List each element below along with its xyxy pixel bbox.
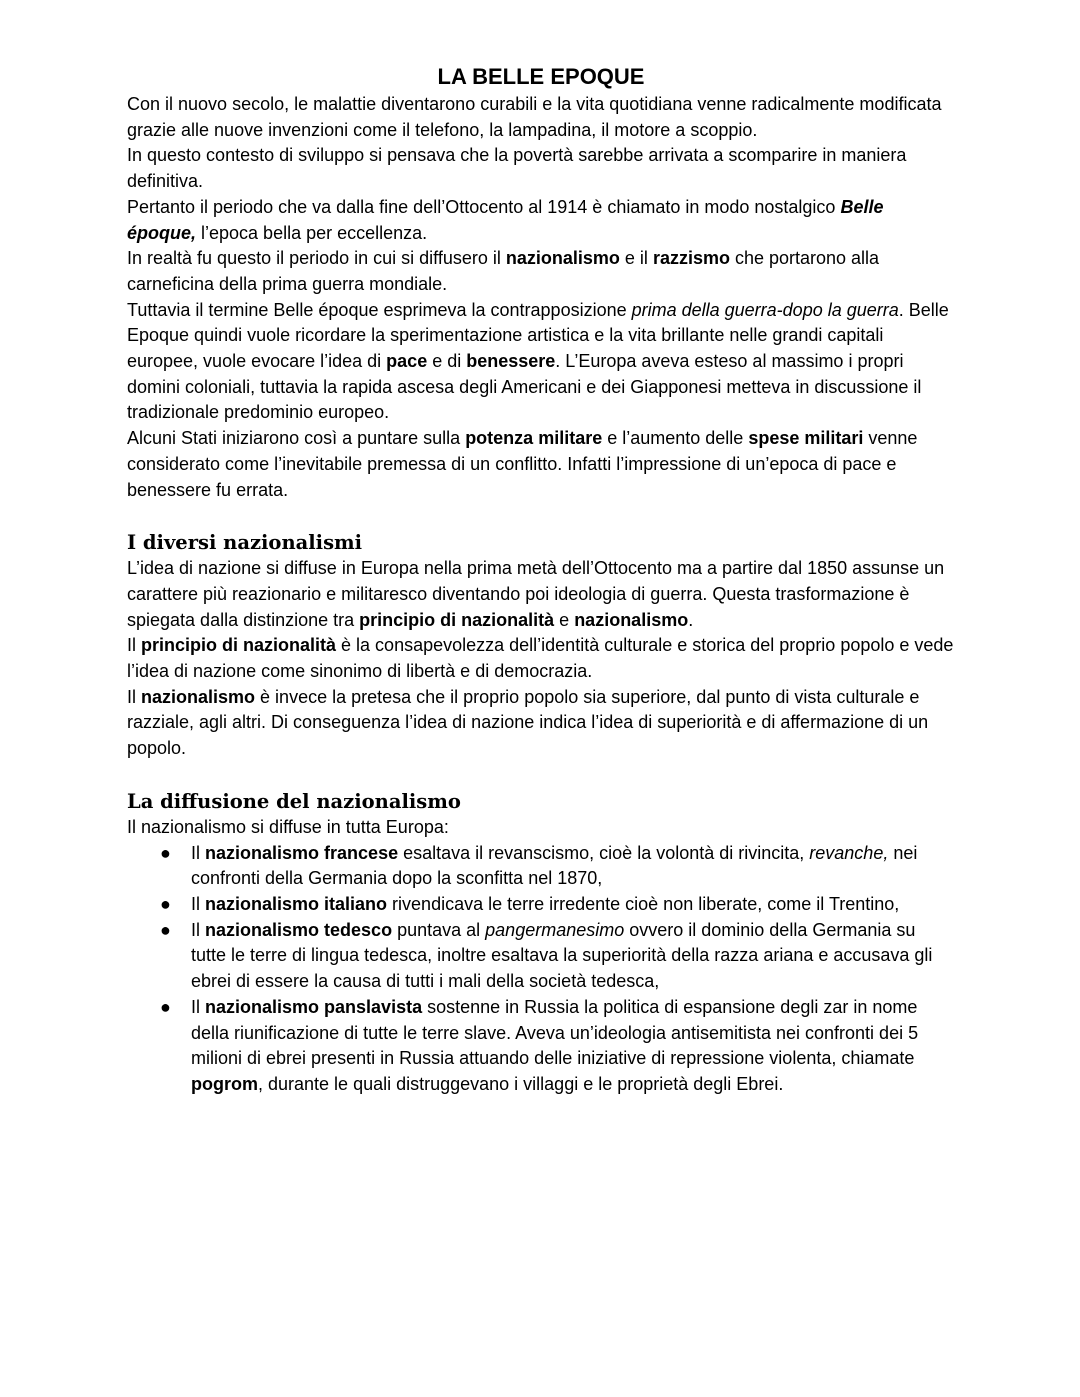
bullet-icon: ● xyxy=(160,919,171,940)
section-heading-diversi-nazionalismi: I diversi nazionalismi xyxy=(127,531,363,555)
bullet-icon: ● xyxy=(160,996,171,1017)
section2-intro: Il nazionalismo si diffuse in tutta Europa: xyxy=(127,816,449,837)
section-heading-diffusione-nazionalismo: La diffusione del nazionalismo xyxy=(127,789,461,813)
intro-paragraph: Con il nuovo secolo, le malattie diventarono curabili e la vita quotidiana venne radicalmente modificata grazie alle nuove invenzioni come il telefono, la lampadina, il motore a scoppio. xyxy=(127,94,942,140)
bullet-icon: ● xyxy=(160,842,171,863)
list-item xyxy=(127,918,955,995)
section1-paragraph: L’idea di nazione si diffuse in Europa nella prima metà dell’Ottocento ma a partire dal 1850 assunse un carattere più reazionario e militaresco diventando poi ideologia di guerra. Questa trasformazione è spiegata dalla distinzione tra principio di nazionalità e nazionalismo. xyxy=(127,558,945,630)
list-item-text: Il nazionalismo tedesco puntava al pangermanesimo ovvero il dominio della Germania su tutte le terre di lingua tedesca, inoltre esaltava la superiorità della razza ariana e accusava gli ebrei di essere la causa di tutti i mali della società tedesca, xyxy=(191,919,933,992)
nationalism-list xyxy=(127,841,955,1098)
intro-paragraph: Alcuni Stati iniziarono così a puntare sulla potenza militare e l’aumento delle spese militari venne considerato come l’inevitabile premessa di un conflitto. Infatti l’impressione di un’epoca di pace e benessere fu errata. xyxy=(127,428,918,500)
list-item xyxy=(127,841,955,892)
page-title: LA BELLE EPOQUE xyxy=(437,64,645,89)
section1-paragraph: Il principio di nazionalità è la consapevolezza dell’identità culturale e storica del proprio popolo e vede l’idea di nazione come sinonimo di libertà e di democrazia. xyxy=(127,635,954,682)
intro-paragraph: In realtà fu questo il periodo in cui si diffusero il nazionalismo e il razzismo che portarono alla carneficina della prima guerra mondiale. xyxy=(127,248,880,294)
intro-paragraph: In questo contesto di sviluppo si pensava che la povertà sarebbe arrivata a scomparire in maniera definitiva. xyxy=(127,145,907,192)
bullet-icon: ● xyxy=(160,893,171,914)
list-item xyxy=(127,892,955,918)
list-item-text: Il nazionalismo panslavista sostenne in Russia la politica di espansione degli zar in nome della riunificazione di tutte le terre slave. Aveva un’ideologia antisemitista nei confronti dei 5 milioni di ebrei presenti in Russia attuando delle iniziative di repressione violenta, chiamate pogrom, durante le quali distruggevano i villaggi e le proprietà degli Ebrei. xyxy=(191,996,919,1094)
section-spacer xyxy=(127,762,955,789)
intro-paragraph: Pertanto il periodo che va dalla fine dell’Ottocento al 1914 è chiamato in modo nostalgico Belle époque, l’epoca bella per eccellenza. xyxy=(127,196,884,243)
document-page xyxy=(127,62,955,1098)
section-spacer xyxy=(127,503,955,530)
list-item-text: Il nazionalismo francese esaltava il revanscismo, cioè la volontà di rivincita, revanche, nei confronti della Germania dopo la sconfitta nel 1870, xyxy=(191,842,918,889)
intro-paragraph: Tuttavia il termine Belle époque esprimeva la contrapposizione prima della guerra-dopo la guerra. Belle Epoque quindi vuole ricordare la sperimentazione artistica e la vita brillante nelle grandi capitali europee, vuole evocare l’idea di pace e di benessere. L’Europa aveva esteso al massimo i propri domini coloniali, tuttavia la rapida ascesa degli Americani e dei Giapponesi metteva in discussione il tradizionale predominio europeo. xyxy=(127,299,949,423)
list-item xyxy=(127,995,955,1098)
list-item-text: Il nazionalismo italiano rivendicava le terre irredente cioè non liberate, come il Trentino, xyxy=(191,893,900,914)
section1-paragraph: Il nazionalismo è invece la pretesa che il proprio popolo sia superiore, dal punto di vista culturale e razziale, agli altri. Di conseguenza l’idea di nazione indica l’idea di superiorità e di affermazione di un popolo. xyxy=(127,686,929,759)
